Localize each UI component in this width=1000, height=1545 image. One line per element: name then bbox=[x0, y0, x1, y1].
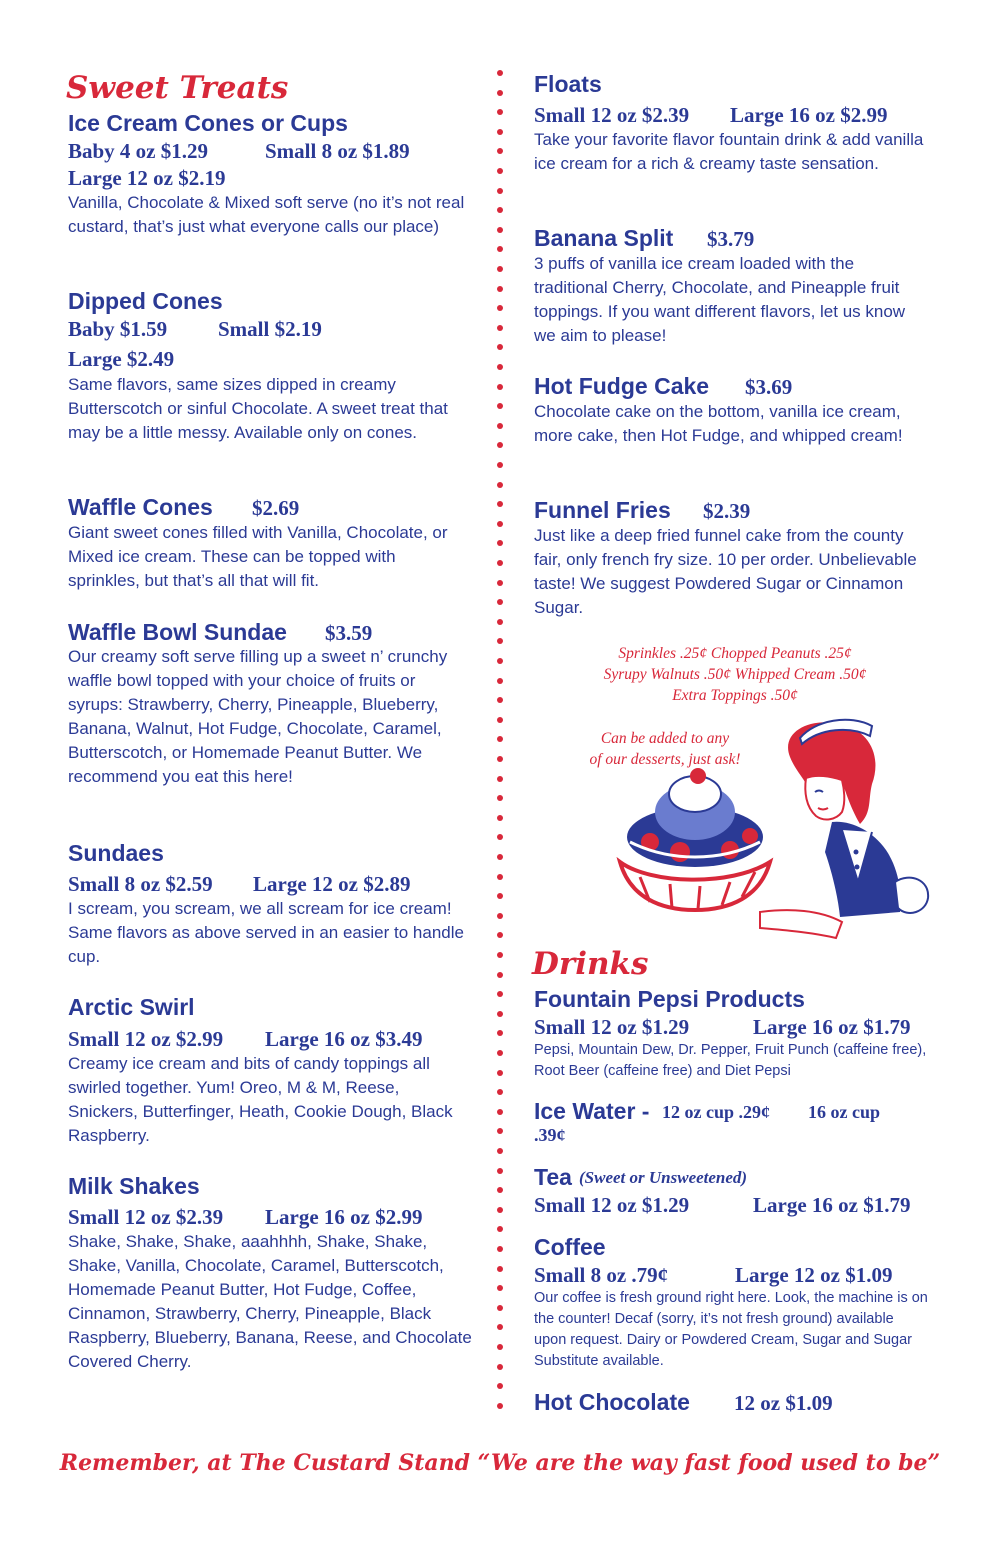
shakes-desc: Shake, Shake, Shake, aaahhhh, Shake, Shake, Shake, Vanilla, Chocolate, Caramel, Butterscotch, Homemade Peanut Butter, Hot Fudge, Coffee, Cinnamon, Strawberry, Cherry, Pineapple, Black Raspberry, Blueberry, Banana, Reese, and Chocolate Covered Cherry. bbox=[68, 1232, 472, 1371]
divider-dot bbox=[497, 580, 503, 586]
hot-fudge-name: Hot Fudge Cake bbox=[534, 373, 710, 399]
divider-dot bbox=[497, 207, 503, 213]
divider-dot bbox=[497, 286, 503, 292]
divider-dot bbox=[497, 1187, 503, 1193]
divider-dot bbox=[497, 834, 503, 840]
divider-dot bbox=[497, 1383, 503, 1389]
dipped-desc: Same flavors, same sizes dipped in creamy Butterscotch or sinful Chocolate. A sweet treat that may be a little messy. Available only on cones. bbox=[68, 375, 448, 442]
shakes-name: Milk Shakes bbox=[68, 1173, 200, 1199]
banana-price: $3.79 bbox=[707, 227, 755, 251]
waffle-bowl-desc: Our creamy soft serve filling up a sweet n’ crunchy waffle bowl topped with your choice of fruits or syrups: Strawberry, Cherry, Pineapple, Blueberry, Banana, Walnut, Hot Fudge, Chocolate, Caramel, Butterscotch, or Homemade Peanut Butter. We recommend you eat this here! bbox=[68, 647, 448, 786]
divider-dot bbox=[497, 678, 503, 684]
divider-dot bbox=[497, 305, 503, 311]
dipped-name: Dipped Cones bbox=[68, 288, 223, 314]
divider-dot bbox=[497, 619, 503, 625]
divider-dot bbox=[497, 364, 503, 370]
arctic-price-small: Small 12 oz $2.99 bbox=[68, 1027, 224, 1051]
divider-dot bbox=[497, 501, 503, 507]
divider-dot bbox=[497, 129, 503, 135]
drinks-title: Drinks bbox=[532, 946, 649, 982]
hot-fudge-desc: Chocolate cake on the bottom, vanilla ice cream, more cake, then Hot Fudge, and whipped cream! bbox=[534, 402, 903, 445]
divider-dot bbox=[497, 90, 503, 96]
pepsi-desc: Pepsi, Mountain Dew, Dr. Pepper, Fruit Punch (caffeine free), Root Beer (caffeine free) and Diet Pepsi bbox=[534, 1042, 927, 1079]
floats-name: Floats bbox=[534, 71, 602, 97]
arctic-name: Arctic Swirl bbox=[68, 994, 195, 1020]
funnel-price: $2.39 bbox=[703, 499, 751, 523]
divider-dot bbox=[497, 1089, 503, 1095]
divider-dot bbox=[497, 795, 503, 801]
divider-dot bbox=[497, 227, 503, 233]
divider-dot bbox=[497, 952, 503, 958]
divider-dot bbox=[497, 403, 503, 409]
floats-price-large: Large 16 oz $2.99 bbox=[730, 103, 888, 127]
pepsi-price-small: Small 12 oz $1.29 bbox=[534, 1015, 690, 1039]
footer-tagline: Remember, at The Custard Stand “We are the way fast food used to be” bbox=[59, 1450, 941, 1476]
waffle-bowl-price: $3.59 bbox=[325, 621, 373, 645]
divider-dot bbox=[497, 776, 503, 782]
cocoa-price: 12 oz $1.09 bbox=[734, 1391, 833, 1415]
divider-dot bbox=[497, 638, 503, 644]
divider-dot bbox=[497, 560, 503, 566]
divider-dot bbox=[497, 109, 503, 115]
divider-dot bbox=[497, 697, 503, 703]
divider-dot bbox=[497, 325, 503, 331]
coffee-price-large: Large 12 oz $1.09 bbox=[735, 1263, 893, 1287]
divider-dot bbox=[497, 1109, 503, 1115]
divider-dot bbox=[497, 1148, 503, 1154]
divider-dot bbox=[497, 1344, 503, 1350]
cones-price-baby: Baby 4 oz $1.29 bbox=[68, 139, 209, 163]
cones-price-large: Large 12 oz $2.19 bbox=[68, 166, 226, 190]
pepsi-price-large: Large 16 oz $1.79 bbox=[753, 1015, 911, 1039]
divider-dot bbox=[497, 482, 503, 488]
divider-dot bbox=[497, 991, 503, 997]
divider-dot bbox=[497, 815, 503, 821]
divider-dot bbox=[497, 344, 503, 350]
divider-dot bbox=[497, 462, 503, 468]
divider-dot bbox=[497, 266, 503, 272]
sundaes-name: Sundaes bbox=[68, 840, 164, 866]
divider-dot bbox=[497, 1285, 503, 1291]
divider-dot bbox=[497, 384, 503, 390]
divider-dot bbox=[497, 1050, 503, 1056]
divider-dot bbox=[497, 540, 503, 546]
divider-dot bbox=[497, 423, 503, 429]
dipped-price-small: Small $2.19 bbox=[218, 317, 322, 341]
divider-dot bbox=[497, 854, 503, 860]
divider-dot bbox=[497, 1403, 503, 1409]
coffee-desc: Our coffee is fresh ground right here. Look, the machine is on the counter! Decaf (sorry, it’s not fresh ground) available upon request. Dairy or Powdered Cream, Sugar and Sugar Substitute available. bbox=[534, 1290, 928, 1369]
sundaes-price-large: Large 12 oz $2.89 bbox=[253, 872, 411, 896]
water-price-16oz-value: .39¢ bbox=[534, 1125, 566, 1145]
funnel-desc: Just like a deep fried funnel cake from the county fair, only french fry size. 10 per order. Unbelievable taste! We suggest Powdered Sugar or Cinnamon Sugar. bbox=[534, 526, 917, 617]
arctic-desc: Creamy ice cream and bits of candy toppings all swirled together. Yum! Oreo, M & M, Reese, Snickers, Butterfinger, Heath, Cookie Dough, Black Raspberry. bbox=[68, 1054, 453, 1145]
sundaes-desc: I scream, you scream, we all scream for ice cream! Same flavors as above served in an easier to handle cup. bbox=[68, 899, 464, 966]
arctic-price-large: Large 16 oz $3.49 bbox=[265, 1027, 423, 1051]
divider-dot bbox=[497, 874, 503, 880]
cones-price-small: Small 8 oz $1.89 bbox=[265, 139, 410, 163]
sweet-treats-title: Sweet Treats bbox=[66, 70, 289, 106]
waffle-bowl-name: Waffle Bowl Sundae bbox=[68, 619, 287, 645]
cones-name: Ice Cream Cones or Cups bbox=[68, 110, 348, 136]
banana-desc: 3 puffs of vanilla ice cream loaded with the traditional Cherry, Chocolate, and Pineapple fruit toppings. If you want different flavors, let us know we aim to please! bbox=[534, 254, 906, 345]
divider-dot bbox=[497, 893, 503, 899]
sundaes-price-small: Small 8 oz $2.59 bbox=[68, 872, 213, 896]
divider-dot bbox=[497, 1168, 503, 1174]
toppings-line-3: Extra Toppings .50¢ bbox=[672, 687, 798, 704]
divider-dot bbox=[497, 1070, 503, 1076]
waffle-cones-name: Waffle Cones bbox=[68, 494, 213, 520]
cones-desc: Vanilla, Chocolate & Mixed soft serve (no it’s not real custard, that’s just what everyone calls our place) bbox=[68, 193, 465, 236]
divider-dot bbox=[497, 442, 503, 448]
divider-dot bbox=[497, 736, 503, 742]
addon-note-line-2: of our desserts, just ask! bbox=[589, 751, 741, 768]
divider-dot bbox=[497, 521, 503, 527]
tea-name: Tea bbox=[534, 1164, 572, 1190]
pepsi-name: Fountain Pepsi Products bbox=[534, 986, 805, 1012]
coffee-name: Coffee bbox=[534, 1234, 606, 1260]
divider-dot bbox=[497, 168, 503, 174]
funnel-name: Funnel Fries bbox=[534, 497, 671, 523]
waffle-cones-desc: Giant sweet cones filled with Vanilla, Chocolate, or Mixed ice cream. These can be topped with sprinkles, but that’s all that will fit. bbox=[68, 523, 448, 590]
waitress-sundae-illustration bbox=[610, 712, 940, 952]
divider-dot bbox=[497, 1305, 503, 1311]
tea-price-large: Large 16 oz $1.79 bbox=[753, 1193, 911, 1217]
water-price-12oz: 12 oz cup .29¢ bbox=[662, 1102, 770, 1122]
tea-note: (Sweet or Unsweetened) bbox=[579, 1168, 748, 1187]
divider-dot bbox=[497, 188, 503, 194]
divider-dot bbox=[497, 1207, 503, 1213]
divider-dot bbox=[497, 1266, 503, 1272]
dipped-price-baby: Baby $1.59 bbox=[68, 317, 168, 341]
divider-dot bbox=[497, 1011, 503, 1017]
divider-dot bbox=[497, 1364, 503, 1370]
divider-dot bbox=[497, 1128, 503, 1134]
divider-dot bbox=[497, 913, 503, 919]
addon-note-line-1: Can be added to any bbox=[600, 730, 730, 747]
coffee-price-small: Small 8 oz .79¢ bbox=[534, 1263, 669, 1287]
shakes-price-small: Small 12 oz $2.39 bbox=[68, 1205, 224, 1229]
toppings-line-2: Syrupy Walnuts .50¢ Whipped Cream .50¢ bbox=[603, 666, 867, 683]
divider-dot bbox=[497, 658, 503, 664]
water-price-16oz: 16 oz cup bbox=[808, 1102, 880, 1122]
waffle-cones-price: $2.69 bbox=[252, 496, 300, 520]
divider-dot bbox=[497, 599, 503, 605]
divider-dot bbox=[497, 932, 503, 938]
cocoa-name: Hot Chocolate bbox=[534, 1389, 690, 1415]
divider-dot bbox=[497, 246, 503, 252]
divider-dot bbox=[497, 1030, 503, 1036]
divider-dot bbox=[497, 148, 503, 154]
water-name: Ice Water - bbox=[534, 1098, 650, 1124]
floats-desc: Take your favorite flavor fountain drink & add vanilla ice cream for a rich & creamy taste sensation. bbox=[534, 130, 924, 173]
divider-dot bbox=[497, 756, 503, 762]
divider-dot bbox=[497, 972, 503, 978]
hot-fudge-price: $3.69 bbox=[745, 375, 793, 399]
divider-dot bbox=[497, 717, 503, 723]
tea-price-small: Small 12 oz $1.29 bbox=[534, 1193, 690, 1217]
dipped-price-large: Large $2.49 bbox=[68, 347, 175, 371]
banana-name: Banana Split bbox=[534, 225, 674, 251]
toppings-line-1: Sprinkles .25¢ Chopped Peanuts .25¢ bbox=[618, 645, 852, 662]
floats-price-small: Small 12 oz $2.39 bbox=[534, 103, 690, 127]
shakes-price-large: Large 16 oz $2.99 bbox=[265, 1205, 423, 1229]
divider-dot bbox=[497, 1226, 503, 1232]
divider-dot bbox=[497, 1246, 503, 1252]
divider-dot bbox=[497, 70, 503, 76]
divider-dot bbox=[497, 1324, 503, 1330]
